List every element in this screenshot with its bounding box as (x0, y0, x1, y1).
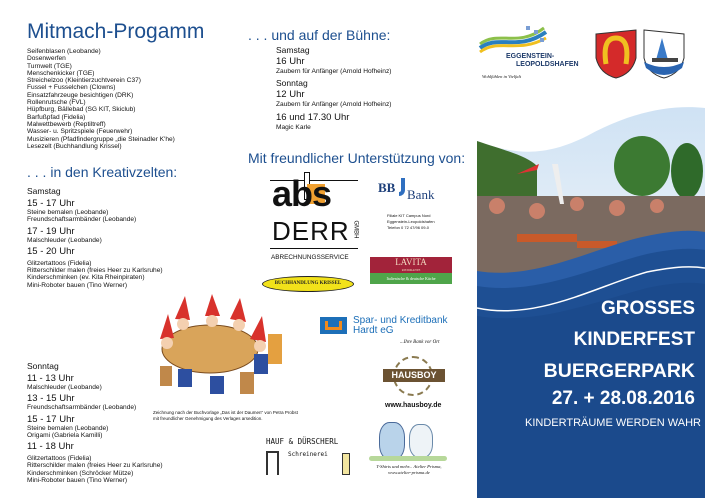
lavita-logo: LAVITA RISTORANTE Italienische & deutsche Küche (370, 257, 452, 284)
stage-day: Sonntag (276, 78, 308, 89)
workshop-item: Malschleuder (Leobande) (27, 384, 102, 391)
festival-photo-and-wave (477, 96, 705, 498)
buchhandlung-krissel-logo: BUCHHANDLUNG KRISSEL (262, 276, 354, 292)
abs-derr-logo (270, 172, 362, 264)
illustration-caption: Zeichnung nach der Buchvorlage „Das ist der Daumen" von Petra Probst mit freundlicher Genehmigung des Verlages arsedition. (153, 410, 298, 421)
hausboy-logo: HAUSBOY www.hausboy.de (383, 356, 449, 412)
title-line-3: BUERGERPARK (543, 360, 695, 382)
workshop-item: Ritterschilder malen (freies Heer zu Karlsruhe) (27, 462, 163, 470)
activity-item: Menschenkicker (TGE) (27, 69, 95, 77)
stage-text: Magic Karle (276, 123, 311, 131)
sunday-schedule (27, 361, 163, 484)
activity-item: Seifenblasen (Leobande) (27, 48, 101, 55)
activity-item: Barfußpfad (Fidelia) (27, 113, 86, 121)
atelier-prisma-logo: T-Shirts und mehr... Atelier Prisma, www.atelier-prisma.de (365, 420, 453, 482)
abs-logo-text: abs (272, 173, 332, 214)
workshop-item: Mini-Roboter bauen (Tino Werner) (27, 477, 128, 485)
sponsors-title: Mit freundlicher Unterstützung von: (248, 150, 466, 166)
time-slot: 15 - 17 Uhr (27, 198, 75, 209)
activity-item: Hüpfburg, Bällebad (SG KIT, Skiclub) (27, 106, 136, 114)
bank-address-line: Eggenstein-Leopoldshafen (387, 219, 435, 224)
day-label: Samstag (27, 186, 61, 196)
time-slot: 15 - 17 Uhr (27, 413, 75, 425)
activity-item: Einsatzfahrzeuge besichtigen (DRK) (27, 91, 134, 99)
activity-item: Fussel + Fusselchen (Clowns) (27, 84, 116, 92)
stage-text: Zaubern für Anfänger (Arnold Hofheinz) (276, 101, 392, 109)
bank-address-line: Filiale KIT Campus Nord (387, 213, 431, 218)
workshop-item: Malschleuder (Leobande) (27, 236, 102, 244)
gnomes-cartoon-illustration (150, 294, 290, 406)
workshop-item: Steine bemalen (Leobande) (27, 209, 109, 216)
workshop-item: Glitzertattoos (Fidelia) (27, 455, 92, 463)
time-slot: 15 - 20 Uhr (27, 245, 75, 257)
workshop-item: Kinderschminken (ev. Kita Rheinpiraten) (27, 274, 145, 282)
workshop-item: Steine bemalen (Leobande) (27, 424, 109, 432)
bank-address-line: Telefon 0 72 47/96 09-0 (387, 225, 430, 230)
coat-of-arms-icons (592, 28, 690, 80)
spar-kreditbank-logo: Spar- und Kreditbank Hardt eG ...Ihre Bank vor Ort (320, 316, 460, 350)
gmbh-logo-text: GMBH (352, 220, 359, 239)
activity-item: Streichelzoo (Kleintierzuchtverein C37) (27, 77, 141, 85)
title-line-2: KINDERFEST (573, 329, 695, 350)
activity-item: Musizieren (Pfadfindergruppe „die Steinadler K'he) (27, 135, 175, 143)
stage-schedule (276, 45, 391, 134)
eggenstein-leopoldshafen-logo: EGGENSTEIN- LEOPOLDSHAFEN Wohlfühlen in Vielfalt (478, 24, 590, 86)
derr-logo-text: DERR (272, 216, 350, 246)
abrechnungsservice-text: ABRECHNUNGSSERVICE (271, 254, 349, 261)
workshop-item: Glitzertattoos (Fidelia) (27, 259, 92, 267)
tagline: KINDERTRÄUME WERDEN WAHR (524, 417, 701, 429)
activity-list (27, 48, 175, 150)
activity-item: Wasser- u. Spritzspiele (Feuerwehr) (27, 128, 133, 136)
stage-text: Zaubern für Anfänger (Arnold Hofheinz) (276, 68, 392, 75)
stage-time: 12 Uhr (276, 89, 305, 101)
workshop-item: Freundschaftsarmbänder (Leobande) (27, 404, 137, 412)
hauf-duerscherl-logo: HAUF & DÜRSCHERL Schreinerei (264, 437, 359, 483)
title-line-1: GROSSES (601, 298, 695, 319)
time-slot: 11 - 13 Uhr (27, 373, 74, 384)
stage-time: 16 und 17.30 Uhr (276, 111, 350, 123)
time-slot: 11 - 18 Uhr (27, 441, 74, 453)
workshop-item: Freundschaftsarmbänder (Leobande) (27, 216, 137, 224)
activity-item: Lesezelt (Buchhandlung Krissel) (27, 142, 122, 150)
time-slot: 13 - 15 Uhr (27, 393, 75, 405)
saturday-schedule (27, 186, 163, 289)
workshop-item: Kinderschminken (Schröcker Mütze) (27, 469, 134, 477)
day-label: Sonntag (27, 361, 59, 371)
event-date: 27. + 28.08.2016 (551, 388, 695, 409)
time-slot: 17 - 19 Uhr (27, 225, 75, 237)
stage-title: . . . und auf der Bühne: (248, 27, 391, 43)
activity-item: Malwettbewerb (Reptiltreff) (27, 120, 106, 128)
activity-item: Rollenrutsche (FVL) (27, 99, 86, 107)
workshop-item: Origami (Gabriela Kamilli) (27, 431, 103, 439)
workshop-item: Ritterschilder malen (freies Heer zu Karlsruhe) (27, 267, 163, 275)
kreativ-title: . . . in den Kreativzelten: (27, 164, 178, 180)
stage-day: Samstag (276, 45, 310, 55)
bb-bank-logo: BB Bank Filiale KIT Campus Nord Eggenstein-Leopoldshafen Telefon 0 72 47/96 09-0 (378, 180, 435, 230)
workshop-item: Mini-Roboter bauen (Tino Werner) (27, 281, 128, 289)
program-title: Mitmach-Progamm (27, 20, 205, 43)
stage-time: 16 Uhr (276, 56, 305, 67)
activity-item: Dosenwerfen (27, 55, 66, 63)
activity-item: Turnwelt (TGE) (27, 62, 72, 70)
